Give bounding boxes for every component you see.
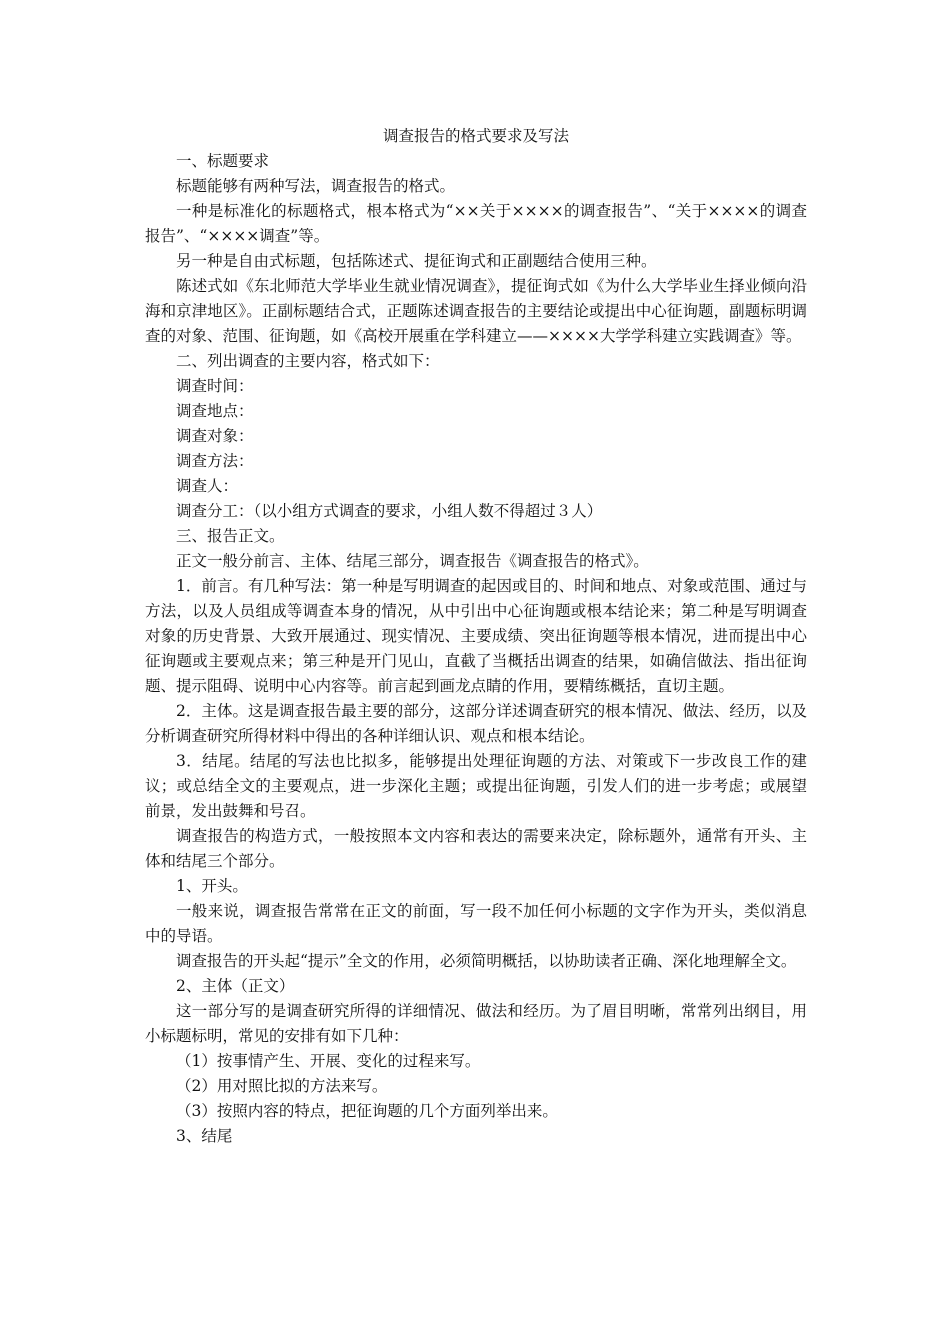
field-label-division-of-work: 调查分工：（以小组方式调查的要求，小组人数不得超过３人） — [176, 502, 603, 520]
section-heading-title-requirements: 一、标题要求 — [176, 152, 270, 170]
paragraph: 陈述式如《东北师范大学毕业生就业情况调查》，提征询式如《为什么大学毕业生择业倾向沿海和京津地区》。正副标题结合式，正题陈述调查报告的主要结论或提出中心征询题，副题标明调查的对象、范围、征询题，如《高校开展重在学科建立——××××大学学科建立实践调查》等。 — [145, 277, 807, 345]
document-body — [145, 124, 807, 1149]
document-title: 调查报告的格式要求及写法 — [382, 127, 569, 145]
field-label-survey-subject: 调查对象： — [176, 427, 254, 445]
subheading-opening: 1、开头。 — [176, 877, 248, 895]
section-heading-main-content: 二、列出调查的主要内容，格式如下： — [176, 352, 440, 370]
section-heading-report-body: 三、报告正文。 — [176, 527, 285, 545]
paragraph: 正文一般分前言、主体、结尾三部分，调查报告《调查报告的格式》。 — [176, 552, 649, 570]
paragraph-main-body: 2．主体。这是调查报告最主要的部分，这部分详述调查研究的根本情况、做法、经历，以及分析调查研究所得材料中得出的各种详细认识、观点和根本结论。 — [145, 702, 807, 745]
field-label-survey-location: 调查地点： — [176, 402, 254, 420]
field-label-survey-time: 调查时间： — [176, 377, 254, 395]
paragraph: 一般来说，调查报告常常在正文的前面，写一段不加任何小标题的文字作为开头，类似消息中的导语。 — [145, 902, 807, 945]
list-item: （1）按事情产生、开展、变化的过程来写。 — [176, 1052, 481, 1070]
paragraph: 这一部分写的是调查研究所得的详细情况、做法和经历。为了眉目明晰，常常列出纲目，用小标题标明，常见的安排有如下几种： — [145, 1002, 807, 1045]
paragraph: 调查报告的开头起“提示”全文的作用，必须简明概括，以协助读者正确、深化地理解全文。 — [176, 952, 797, 970]
paragraph-ending: 3．结尾。结尾的写法也比拟多，能够提出处理征询题的方法、对策或下一步改良工作的建议；或总结全文的主要观点，进一步深化主题；或提出征询题，引发人们的进一步考虑；或展望前景，发出鼓舞和号召。 — [145, 752, 807, 820]
field-label-survey-method: 调查方法： — [176, 452, 254, 470]
paragraph: 标题能够有两种写法，调查报告的格式。 — [176, 177, 456, 195]
paragraph: 另一种是自由式标题，包括陈述式、提征询式和正副题结合使用三种。 — [176, 252, 657, 270]
paragraph-preface: 1．前言。有几种写法：第一种是写明调查的起因或目的、时间和地点、对象或范围、通过与方法，以及人员组成等调查本身的情况，从中引出中心征询题或根本结论来；第二种是写明调查对象的历史背景、大致开展通过、现实情况、主要成绩、突出征询题等根本情况，进而提出中心征询题或主要观点来；第三种是开门见山，直截了当概括出调查的结果，如确信做法、指出征询题、提示阻碍、说明中心内容等。前言起到画龙点睛的作用，要精练概括，直切主题。 — [145, 577, 807, 695]
list-item: （2）用对照比拟的方法来写。 — [176, 1077, 388, 1095]
subheading-ending: 3、结尾 — [176, 1127, 233, 1145]
paragraph: 调查报告的构造方式，一般按照本文内容和表达的需要来决定，除标题外，通常有开头、主体和结尾三个部分。 — [145, 827, 807, 870]
subheading-main-body: 2、主体（正文） — [176, 977, 295, 995]
paragraph: 一种是标准化的标题格式，根本格式为“××关于××××的调查报告”、“关于××××的调查报告”、“××××调查”等。 — [145, 202, 807, 245]
list-item: （3）按照内容的特点，把征询题的几个方面列举出来。 — [176, 1102, 558, 1120]
field-label-surveyor: 调查人： — [176, 477, 239, 495]
